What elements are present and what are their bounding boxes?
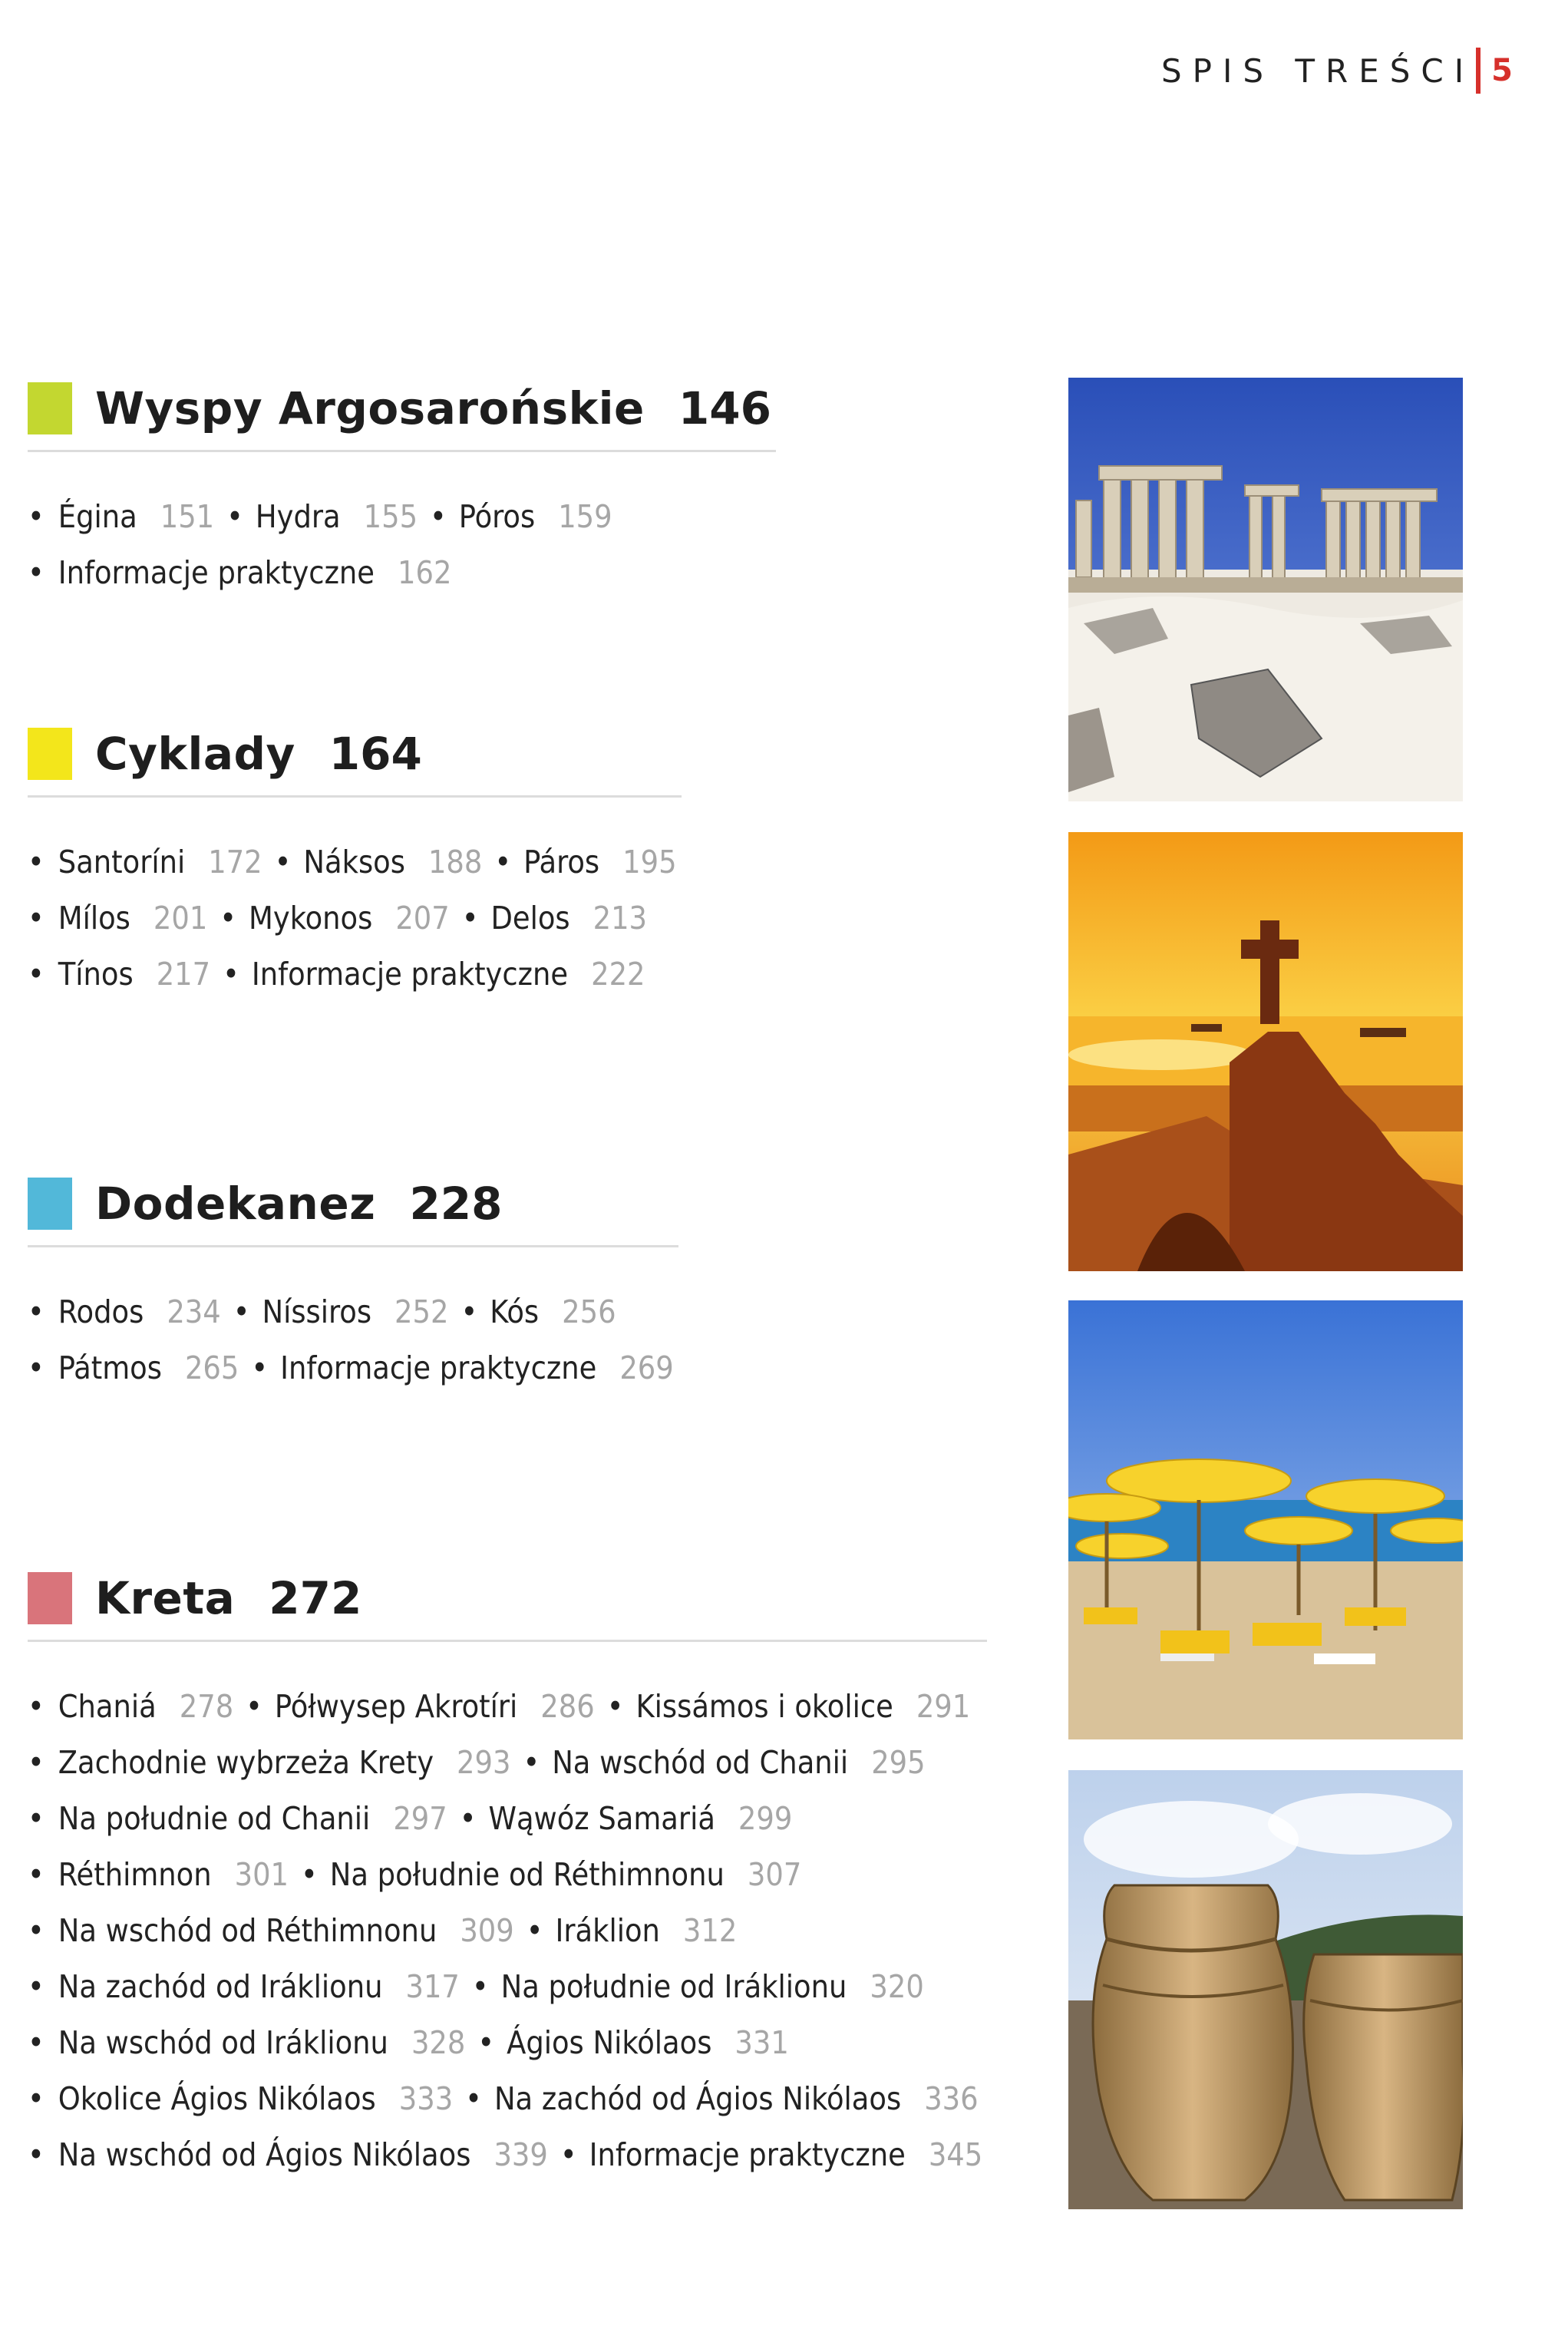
toc-entry-title: Informacje praktyczne xyxy=(589,2136,906,2173)
toc-section xyxy=(28,1173,678,1396)
toc-entry-title: Póros xyxy=(458,498,536,535)
toc-entry-page: 172 xyxy=(208,844,262,880)
toc-section xyxy=(28,378,776,601)
beach-umbrellas-photo xyxy=(1068,1300,1463,1739)
toc-entry-title: Níssiros xyxy=(262,1293,372,1330)
bullet-icon: • xyxy=(274,844,292,880)
toc-entry-title: Na zachód od Iráklionu xyxy=(58,1968,383,2005)
section-underline xyxy=(28,795,682,798)
toc-entry-page: 269 xyxy=(619,1349,674,1386)
bullet-icon: • xyxy=(28,2024,45,2061)
toc-line xyxy=(28,1735,987,1791)
toc-line xyxy=(28,890,682,946)
bullet-icon: • xyxy=(471,1968,489,2005)
toc-entry-title: Égina xyxy=(58,498,137,535)
bullet-icon: • xyxy=(226,498,243,535)
toc-entry-page: 299 xyxy=(738,1800,793,1837)
bullet-icon: • xyxy=(233,1293,250,1330)
section-underline xyxy=(28,1640,987,1642)
toc-entry-title: Mílos xyxy=(58,900,130,937)
toc-entry-title: Hydra xyxy=(255,498,341,535)
toc-entry-title: Półwysep Akrotíri xyxy=(274,1688,518,1725)
section-page-number: 272 xyxy=(269,1572,362,1624)
toc-entry-title: Na zachód od Ágios Nikólaos xyxy=(494,2080,902,2117)
bullet-icon: • xyxy=(28,2080,45,2117)
running-header-title: SPIS TREŚCI xyxy=(1161,51,1475,90)
section-title: Wyspy Argosarońskie xyxy=(95,382,645,434)
toc-entry-title: Tínos xyxy=(58,956,134,993)
bullet-icon: • xyxy=(430,498,447,535)
toc-entry-title: Chaniá xyxy=(58,1688,157,1725)
toc-entry-page: 345 xyxy=(928,2136,983,2173)
toc-entry-page: 151 xyxy=(160,498,215,535)
section-heading xyxy=(28,1173,678,1234)
bullet-icon: • xyxy=(461,900,479,937)
toc-line xyxy=(28,1284,678,1340)
toc-entry-title: Páros xyxy=(523,844,600,880)
section-heading xyxy=(28,378,776,439)
bullet-icon: • xyxy=(28,2136,45,2173)
sunset-chapel-cross-photo xyxy=(1068,832,1463,1271)
bullet-icon: • xyxy=(28,844,45,880)
bullet-icon: • xyxy=(28,1800,45,1837)
toc-entry-page: 252 xyxy=(394,1293,449,1330)
toc-entry-title: Iráklion xyxy=(555,1912,660,1949)
header-divider xyxy=(1476,48,1481,94)
toc-line xyxy=(28,946,682,1003)
bullet-icon: • xyxy=(494,844,512,880)
section-title: Kreta xyxy=(95,1572,236,1624)
bullet-icon: • xyxy=(28,1856,45,1893)
toc-entry-page: 256 xyxy=(562,1293,616,1330)
section-title: Dodekanez xyxy=(95,1178,376,1230)
toc-entry-title: Pátmos xyxy=(58,1349,162,1386)
toc-line xyxy=(28,834,682,890)
toc-line xyxy=(28,1903,987,1959)
bullet-icon: • xyxy=(223,956,239,993)
section-page-number: 228 xyxy=(409,1178,503,1230)
section-heading xyxy=(28,1568,987,1629)
toc-entry-title: Ágios Nikólaos xyxy=(507,2024,712,2061)
bullet-icon: • xyxy=(560,2136,577,2173)
section-color-marker xyxy=(28,1572,72,1624)
toc-entry-title: Na południe od Iráklionu xyxy=(500,1968,847,2005)
bullet-icon: • xyxy=(28,498,45,535)
toc-entry-page: 286 xyxy=(540,1688,595,1725)
toc-entry-title: Na wschód od Chanii xyxy=(552,1744,849,1781)
toc-line xyxy=(28,489,776,545)
bullet-icon: • xyxy=(28,1968,45,2005)
toc-entry-title: Na południe od Chanii xyxy=(58,1800,371,1837)
toc-entry-page: 162 xyxy=(398,554,452,591)
toc-line xyxy=(28,545,776,601)
toc-entry-page: 291 xyxy=(916,1688,971,1725)
toc-entry-title: Delos xyxy=(490,900,570,937)
toc-entry-page: 312 xyxy=(682,1912,738,1949)
toc-entry-page: 213 xyxy=(593,900,648,937)
toc-entry-title: Mykonos xyxy=(249,900,373,937)
bullet-icon: • xyxy=(28,1912,45,1949)
toc-section xyxy=(28,1568,987,2183)
bullet-icon: • xyxy=(28,1744,45,1781)
section-page-number: 164 xyxy=(328,728,422,780)
bullet-icon: • xyxy=(28,554,45,591)
section-underline xyxy=(28,1245,678,1247)
toc-entry-page: 320 xyxy=(870,1968,924,2005)
toc-entry-title: Santoríni xyxy=(58,844,186,880)
bullet-icon: • xyxy=(459,1800,477,1837)
bullet-icon: • xyxy=(460,1293,478,1330)
toc-entry-title: Informacje praktyczne xyxy=(280,1349,597,1386)
toc-entry-page: 339 xyxy=(494,2136,548,2173)
toc-entry-page: 278 xyxy=(179,1688,234,1725)
bullet-icon: • xyxy=(251,1349,269,1386)
toc-line xyxy=(28,1679,987,1735)
bullet-icon: • xyxy=(246,1688,262,1725)
toc-entry-page: 201 xyxy=(153,900,208,937)
toc-entry-page: 155 xyxy=(363,498,418,535)
toc-entry-page: 336 xyxy=(924,2080,979,2117)
section-color-marker xyxy=(28,382,72,434)
bullet-icon: • xyxy=(28,900,45,937)
toc-line xyxy=(28,1340,678,1396)
toc-entry-title: Rodos xyxy=(58,1293,144,1330)
bullet-icon: • xyxy=(606,1688,624,1725)
toc-entry-title: Kós xyxy=(490,1293,540,1330)
toc-entry-title: Informacje praktyczne xyxy=(58,554,375,591)
toc-entry-page: 295 xyxy=(871,1744,926,1781)
toc-entry-page: 307 xyxy=(747,1856,802,1893)
running-header xyxy=(1161,48,1513,94)
toc-entry-title: Wąwóz Samariá xyxy=(488,1800,715,1837)
toc-entry-title: Zachodnie wybrzeża Krety xyxy=(58,1744,434,1781)
greek-temple-ruins-photo xyxy=(1068,378,1463,801)
toc-line xyxy=(28,1847,987,1903)
toc-entry-title: Na wschód od Iráklionu xyxy=(58,2024,388,2061)
toc-line xyxy=(28,1959,987,2015)
toc-entry-page: 234 xyxy=(167,1293,221,1330)
toc-line xyxy=(28,2015,987,2071)
toc-entry-page: 207 xyxy=(395,900,450,937)
bullet-icon: • xyxy=(301,1856,318,1893)
toc-entry-page: 265 xyxy=(184,1349,239,1386)
toc-entry-title: Okolice Ágios Nikólaos xyxy=(58,2080,376,2117)
section-page-number: 146 xyxy=(678,382,771,434)
toc-entry-title: Náksos xyxy=(303,844,405,880)
toc-entry-page: 301 xyxy=(234,1856,289,1893)
section-color-marker xyxy=(28,1178,72,1230)
toc-entry-page: 309 xyxy=(460,1912,514,1949)
toc-section xyxy=(28,723,682,1003)
bullet-icon: • xyxy=(526,1912,543,1949)
toc-entry-page: 293 xyxy=(457,1744,511,1781)
bullet-icon: • xyxy=(28,1349,45,1386)
bullet-icon: • xyxy=(28,1688,45,1725)
toc-entry-page: 222 xyxy=(591,956,645,993)
toc-entry-title: Kissámos i okolice xyxy=(635,1688,893,1725)
toc-line xyxy=(28,1791,987,1847)
toc-entry-title: Na południe od Réthimnonu xyxy=(329,1856,725,1893)
toc-entry-page: 188 xyxy=(427,844,483,880)
toc-entry-page: 317 xyxy=(405,1968,460,2005)
section-color-marker xyxy=(28,728,72,780)
bullet-icon: • xyxy=(477,2024,495,2061)
toc-entry-page: 331 xyxy=(734,2024,789,2061)
toc-entry-title: Na wschód od Réthimnonu xyxy=(58,1912,437,1949)
toc-entry-page: 195 xyxy=(622,844,677,880)
toc-entry-page: 328 xyxy=(411,2024,466,2061)
toc-entry-title: Réthimnon xyxy=(58,1856,212,1893)
toc-line xyxy=(28,2071,987,2127)
section-heading xyxy=(28,723,682,785)
bullet-icon: • xyxy=(523,1744,540,1781)
section-underline xyxy=(28,450,776,452)
bullet-icon: • xyxy=(465,2080,482,2117)
toc-entry-page: 217 xyxy=(156,956,211,993)
bullet-icon: • xyxy=(28,956,45,993)
toc-entry-page: 159 xyxy=(558,498,612,535)
toc-entry-title: Informacje praktyczne xyxy=(251,956,569,993)
toc-entry-title: Na wschód od Ágios Nikólaos xyxy=(58,2136,471,2173)
bullet-icon: • xyxy=(28,1293,45,1330)
toc-entry-page: 297 xyxy=(393,1800,447,1837)
bullet-icon: • xyxy=(220,900,237,937)
minoan-pithoi-jars-photo xyxy=(1068,1770,1463,2209)
toc-line xyxy=(28,2127,987,2183)
toc-entry-page: 333 xyxy=(398,2080,454,2117)
page-number: 5 xyxy=(1491,53,1513,88)
section-title: Cyklady xyxy=(95,728,295,780)
